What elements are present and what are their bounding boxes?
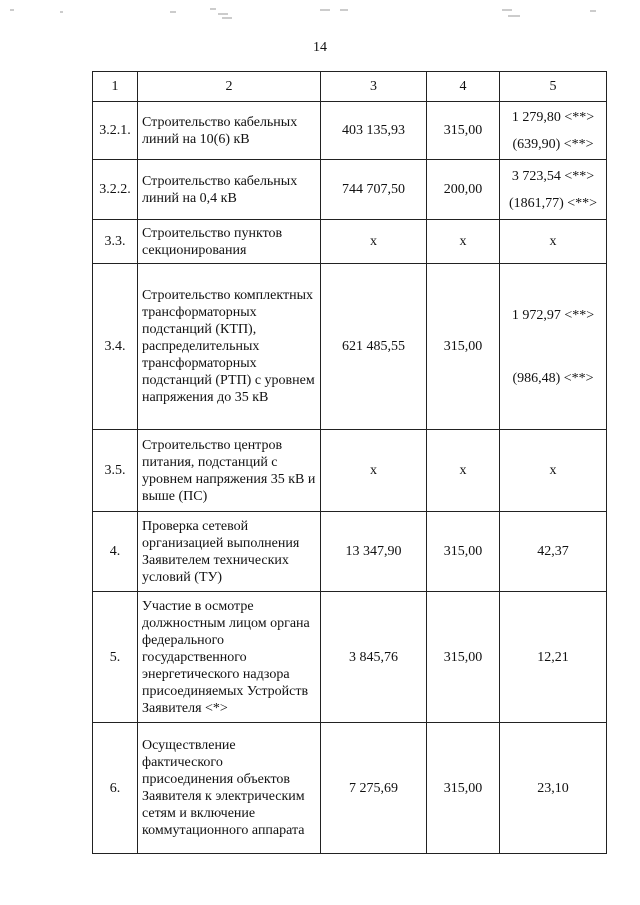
header-cell-1: 1 (93, 72, 138, 102)
row-col4-value: 315,00 (427, 512, 500, 592)
row-number: 3.4. (93, 264, 138, 430)
table-row (93, 220, 607, 264)
table-row (93, 160, 607, 220)
row-col5-cell (500, 102, 607, 160)
table-header-row (93, 72, 607, 102)
row-col3-value: x (321, 430, 427, 512)
row-description: Проверка сетевой организацией выполнения Заявителем технических условий (ТУ) (138, 512, 321, 592)
header-cell-3: 3 (321, 72, 427, 102)
table-row (93, 102, 607, 160)
row-description: Строительство комплектных трансформаторных подстанций (КТП), распределительных трансформаторных подстанций (РТП) с уровнем напряжения до 35 кВ (138, 264, 321, 430)
row-col5-value: 12,21 (500, 592, 607, 723)
row-col3-value: 621 485,55 (321, 264, 427, 430)
row-col5-half-value: (639,90) <**> (512, 136, 594, 152)
row-number: 5. (93, 592, 138, 723)
row-col5-value: 1 279,80 <**> (511, 109, 595, 125)
table-row (93, 430, 607, 512)
row-col5-half-value: (1861,77) <**> (508, 195, 598, 211)
row-col5-cell (500, 264, 607, 430)
scan-noise-marks (0, 4, 640, 24)
row-number: 3.5. (93, 430, 138, 512)
tariff-table (92, 71, 607, 854)
row-description: Строительство центров питания, подстанций с уровнем напряжения 35 кВ и выше (ПС) (138, 430, 321, 512)
row-col4-value: 315,00 (427, 264, 500, 430)
table-row (93, 592, 607, 723)
row-col4-value: 315,00 (427, 102, 500, 160)
row-col4-value: x (427, 430, 500, 512)
table-row (93, 723, 607, 854)
row-col5-value: 3 723,54 <**> (511, 168, 595, 184)
row-col5-value: 42,37 (500, 512, 607, 592)
page-number: 14 (313, 40, 327, 55)
row-col4-value: x (427, 220, 500, 264)
row-col3-value: 7 275,69 (321, 723, 427, 854)
row-col5-value: x (500, 430, 607, 512)
table-row (93, 512, 607, 592)
table-row (93, 264, 607, 430)
row-col5-half-value: (986,48) <**> (512, 370, 594, 386)
row-col5-value: x (500, 220, 607, 264)
row-description: Осуществление фактического присоединения объектов Заявителя к электрическим сетям и включение коммутационного аппарата (138, 723, 321, 854)
row-number: 4. (93, 512, 138, 592)
row-description: Строительство пунктов секционирования (138, 220, 321, 264)
row-col4-value: 315,00 (427, 592, 500, 723)
row-col3-value: 403 135,93 (321, 102, 427, 160)
row-col5-cell (500, 160, 607, 220)
header-cell-2: 2 (138, 72, 321, 102)
row-col3-value: 3 845,76 (321, 592, 427, 723)
row-number: 6. (93, 723, 138, 854)
row-number: 3.3. (93, 220, 138, 264)
header-cell-4: 4 (427, 72, 500, 102)
row-description: Строительство кабельных линий на 0,4 кВ (138, 160, 321, 220)
row-description: Строительство кабельных линий на 10(6) кВ (138, 102, 321, 160)
header-cell-5: 5 (500, 72, 607, 102)
row-col5-value: 1 972,97 <**> (511, 307, 595, 323)
row-number: 3.2.1. (93, 102, 138, 160)
row-col3-value: 13 347,90 (321, 512, 427, 592)
row-col3-value: x (321, 220, 427, 264)
row-col5-value: 23,10 (500, 723, 607, 854)
row-col4-value: 200,00 (427, 160, 500, 220)
row-col3-value: 744 707,50 (321, 160, 427, 220)
row-number: 3.2.2. (93, 160, 138, 220)
row-description: Участие в осмотре должностным лицом органа федерального государственного энергетического надзора присоединяемых Устройств Заявителя <*> (138, 592, 321, 723)
row-col4-value: 315,00 (427, 723, 500, 854)
